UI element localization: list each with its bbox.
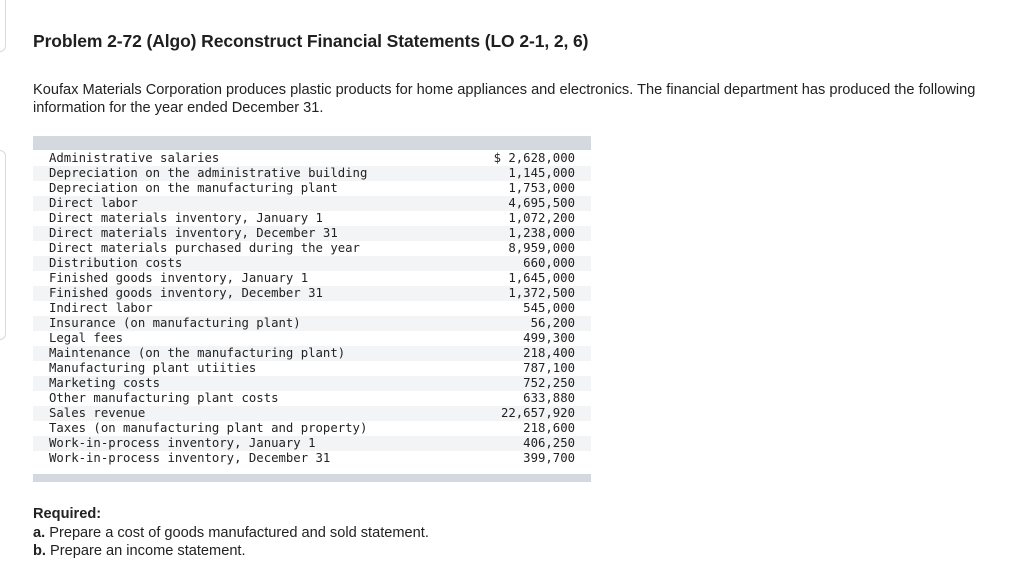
- row-value: 399,700: [523, 451, 575, 465]
- row-value: 1,753,000: [508, 181, 575, 195]
- row-label: Depreciation on the manufacturing plant: [49, 181, 338, 195]
- row-value: 1,145,000: [465, 166, 591, 181]
- row-label: Direct labor: [33, 196, 465, 211]
- row-label: Sales revenue: [33, 406, 465, 421]
- financial-data-table: [33, 151, 591, 466]
- row-label: Administrative salaries: [49, 151, 220, 165]
- row-value: 787,100: [523, 361, 575, 375]
- table-row: [33, 421, 591, 436]
- required-heading: Required:: [33, 506, 102, 522]
- row-value: 499,300: [523, 331, 575, 345]
- row-value: 406,250: [465, 436, 591, 451]
- table-row: [33, 436, 591, 451]
- required-item-b: [33, 542, 429, 561]
- table-row: [33, 211, 591, 226]
- required-item-text: Prepare a cost of goods manufactured and sold statement.: [49, 524, 429, 541]
- row-label: Work-in-process inventory, December 31: [49, 451, 331, 465]
- row-label: Other manufacturing plant costs: [49, 391, 279, 405]
- table-row: [33, 181, 591, 196]
- required-section: [33, 505, 429, 561]
- table-row: [33, 226, 591, 241]
- row-value: 22,657,920: [465, 406, 591, 421]
- table-row: [33, 256, 591, 271]
- row-label: Work-in-process inventory, January 1: [33, 436, 465, 451]
- left-edge-panel-top: [0, 0, 6, 52]
- row-value: 218,400: [465, 346, 591, 361]
- table-row: [33, 346, 591, 361]
- row-label: Marketing costs: [33, 376, 465, 391]
- row-value: 660,000: [465, 256, 591, 271]
- table-row: [33, 151, 591, 166]
- table-row: [33, 271, 591, 286]
- table-row: [33, 451, 591, 466]
- problem-intro: Koufax Materials Corporation produces plastic products for home appliances and electronics. The financial department has produced the following information for the year ended December 31.: [33, 82, 976, 116]
- row-label: Direct materials inventory, January 1: [49, 211, 323, 225]
- table-row: [33, 196, 591, 211]
- row-value: 1,072,200: [508, 211, 575, 225]
- left-edge-panel-middle: [0, 150, 6, 340]
- row-label: Insurance (on manufacturing plant): [33, 316, 465, 331]
- required-item-letter: b.: [33, 543, 46, 559]
- row-label: Finished goods inventory, January 1: [49, 271, 309, 285]
- row-value: 545,000: [523, 301, 575, 315]
- row-value: $ 2,628,000: [493, 151, 575, 165]
- table-row: [33, 391, 591, 406]
- row-value: 1,238,000: [465, 226, 591, 241]
- table-row: [33, 301, 591, 316]
- row-value: 8,959,000: [508, 241, 575, 255]
- problem-title: Problem 2-72 (Algo) Reconstruct Financial Statements (LO 2-1, 2, 6): [33, 31, 589, 51]
- row-value: 633,880: [523, 391, 575, 405]
- row-value: 752,250: [465, 376, 591, 391]
- required-item-letter: a.: [33, 524, 46, 541]
- row-value: 4,695,500: [465, 196, 591, 211]
- row-label: Distribution costs: [33, 256, 465, 271]
- row-label: Legal fees: [49, 331, 124, 345]
- financial-data-table-container: [33, 136, 591, 482]
- row-value: 218,600: [523, 421, 575, 435]
- table-row: [33, 361, 591, 376]
- row-label: Indirect labor: [49, 301, 153, 315]
- table-row: [33, 406, 591, 421]
- row-value: 56,200: [465, 316, 591, 331]
- required-item-text: Prepare an income statement.: [50, 543, 246, 559]
- required-item-a: [33, 524, 429, 543]
- row-label: Depreciation on the administrative building: [33, 166, 465, 181]
- table-row: [33, 331, 591, 346]
- table-row: [33, 316, 591, 331]
- row-value: 1,645,000: [508, 271, 575, 285]
- row-label: Taxes (on manufacturing plant and property): [49, 421, 368, 435]
- row-label: Direct materials purchased during the year: [49, 241, 360, 255]
- table-row: [33, 286, 591, 301]
- table-row: [33, 241, 591, 256]
- row-label: Manufacturing plant utiities: [49, 361, 257, 375]
- row-value: 1,372,500: [465, 286, 591, 301]
- row-label: Direct materials inventory, December 31: [33, 226, 465, 241]
- table-row: [33, 166, 591, 181]
- table-row: [33, 376, 591, 391]
- row-label: Finished goods inventory, December 31: [33, 286, 465, 301]
- row-label: Maintenance (on the manufacturing plant): [33, 346, 465, 361]
